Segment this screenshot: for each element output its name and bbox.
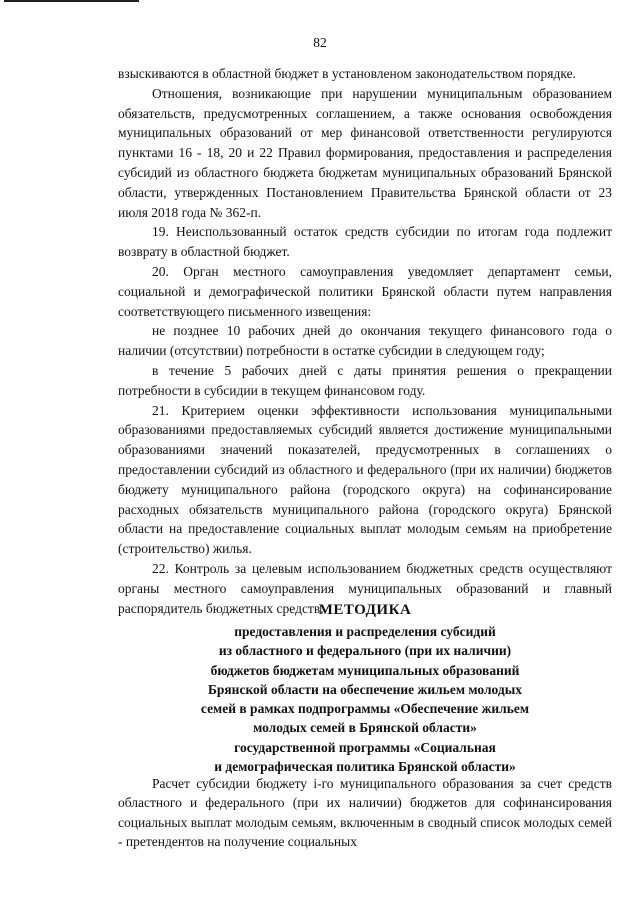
top-rule bbox=[4, 0, 139, 2]
paragraph-20: 20. Орган местного самоуправления уведомляет департамент семьи, социальной и демографической политики Брянской области путем направления соответствующего письменного извещения: bbox=[118, 263, 612, 319]
methodology-subtitle-line: государственной программы «Социальная bbox=[234, 739, 496, 755]
page-number: 82 bbox=[313, 35, 327, 50]
paragraph-22: 22. Контроль за целевым использованием бюджетных средств осуществляют органы местного самоуправления муниципальных образований и главный распорядитель бюджетных средств. bbox=[118, 560, 612, 616]
methodology-heading bbox=[118, 598, 612, 776]
methodology-subtitle-line: бюджетов бюджетам муниципальных образований bbox=[210, 662, 520, 678]
methodology-subtitle-line: и демографическая политика Брянской области» bbox=[214, 759, 516, 775]
paragraph-obligations: Отношения, возникающие при нарушении муниципальным образованием обязательств, предусмотренных соглашением, а также основания освобождения муниципальных образований от мер финансовой ответственности регулируются пунктами 16 - 18, 20 и 22 Правил формирования, предоставления и распределения субсидий из областного бюджета бюджетам муниципальных образований Брянской области, утвержденных Постановлением Правительства Брянской области от 23 июля 2018 года № 362-п. bbox=[118, 85, 612, 220]
paragraph-21: 21. Критерием оценки эффективности использования муниципальными образованиями предоставляемых субсидий является достижение муниципальными образованиями значений показателей, предусмотренных в соглашениях о предоставлении субсидий из областного и федерального (при их наличии) бюджетов бюджету муниципального района (городского округа) на софинансирование расходных обязательств муниципального района (городского округа) Брянской области на предоставление социальных выплат молодым семьям на приобретение (строительство) жилья. bbox=[118, 402, 612, 557]
methodology-subtitle-line: из областного и федерального (при их наличии) bbox=[218, 643, 512, 659]
paragraph-continuation: взыскиваются в областной бюджет в установленом законодательством порядке. bbox=[118, 66, 576, 81]
paragraph-20-item-2: в течение 5 рабочих дней с даты принятия решения о прекращении потребности в субсидии в текущем финансовом году. bbox=[118, 362, 612, 398]
methodology-subtitle-line: Брянской области на обеспечение жильем молодых bbox=[207, 681, 523, 697]
methodology-subtitle-line: молодых семей в Брянской области» bbox=[253, 720, 477, 736]
subsidy-calculation-section bbox=[118, 774, 612, 851]
paragraph-subsidy-calculation: Расчет субсидии бюджету i-го муниципального образования за счет средств областного и федерального (при их наличии) бюджетов для софинансирования социальных выплат молодым семьям, включенным в сводный список молодых семей - претендентов на получение социальных bbox=[118, 776, 612, 849]
methodology-subtitle-line: семей в рамках подпрограммы «Обеспечение жильем bbox=[200, 701, 530, 717]
paragraph-19: 19. Неиспользованный остаток средств субсидии по итогам года подлежит возврату в областной бюджет. bbox=[118, 224, 612, 260]
methodology-subtitle-line: предоставления и распределения субсидий bbox=[234, 624, 496, 639]
paragraph-20-item-1: не позднее 10 рабочих дней до окончания текущего финансового года о наличии (отсутствии) потребности в остатке субсидии в следующем году; bbox=[118, 323, 612, 359]
methodology-title: МЕТОДИКА bbox=[318, 602, 412, 618]
document-body bbox=[118, 64, 612, 618]
